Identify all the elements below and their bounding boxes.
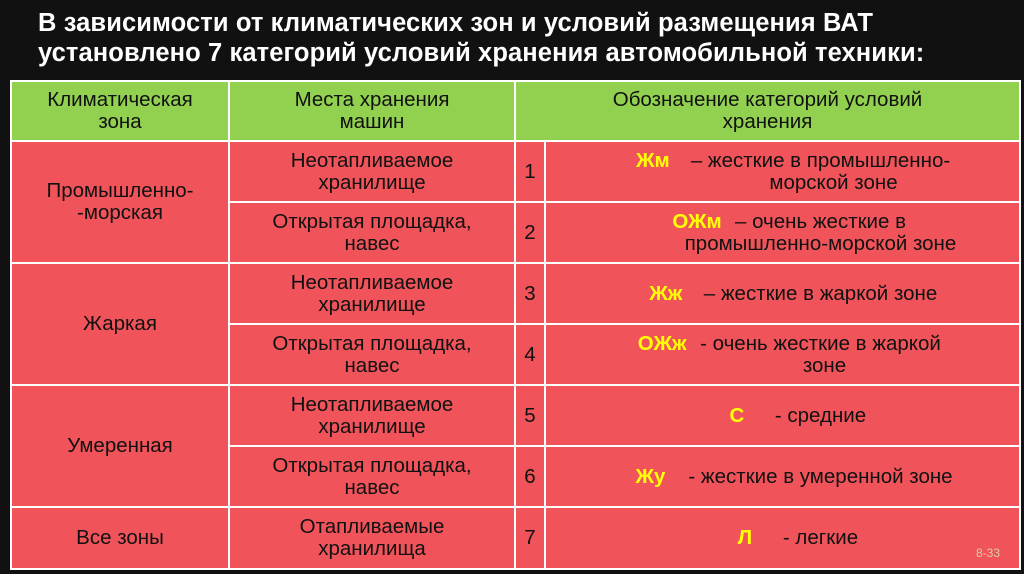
category-number: 2 [515,202,545,263]
place-cell: Неотапливаемое хранилище [229,385,515,446]
title-line-2: установлено 7 категорий условий хранения автомобильной техники: [38,39,925,67]
category-description: ОЖм – очень жесткие в промышленно-морской зоне [545,202,1020,263]
category-description: Жм – жесткие в промышленно- морской зоне [545,141,1020,202]
category-number: 4 [515,324,545,385]
category-description: ОЖж - очень жесткие в жаркой зоне [545,324,1020,385]
header-place: Места хранения машин [229,81,515,141]
category-description: Л - легкие [545,507,1020,569]
category-number: 6 [515,446,545,507]
storage-categories-table [10,80,1021,570]
category-code: ОЖм [672,209,722,233]
header-category: Обозначение категорий условий хранения [515,81,1020,141]
zone-cell: Умеренная [11,385,229,507]
place-cell: Открытая площадка, навес [229,324,515,385]
category-number: 5 [515,385,545,446]
category-description: Жу - жесткие в умеренной зоне [545,446,1020,507]
header-row [11,81,1020,141]
category-code: Жм [635,148,670,172]
category-code: Жу [635,464,666,488]
place-cell: Открытая площадка, навес [229,446,515,507]
page-number: 8-33 [975,546,1000,560]
category-number: 7 [515,507,545,569]
table-row [11,141,1020,202]
header-zone: Климатическая зона [11,81,229,141]
title-line-1: В зависимости от климатических зон и условий размещения ВАТ [38,9,874,37]
zone-cell: Все зоны [11,507,229,569]
place-cell: Неотапливаемое хранилище [229,263,515,324]
slide-title [38,8,1018,68]
zone-cell: Промышленно- -морская [11,141,229,263]
zone-cell: Жаркая [11,263,229,385]
place-cell: Отапливаемые хранилища [229,507,515,569]
table-row [11,385,1020,446]
category-description: С - средние [545,385,1020,446]
place-cell: Открытая площадка, навес [229,202,515,263]
category-number: 3 [515,263,545,324]
category-code: Жж [649,281,683,305]
place-cell: Неотапливаемое хранилище [229,141,515,202]
category-code: ОЖж [637,331,687,355]
category-description: Жж – жесткие в жаркой зоне [545,263,1020,324]
table-row [11,507,1020,569]
table-row [11,263,1020,324]
category-code: С [729,403,745,427]
category-number: 1 [515,141,545,202]
category-code: Л [737,526,753,549]
